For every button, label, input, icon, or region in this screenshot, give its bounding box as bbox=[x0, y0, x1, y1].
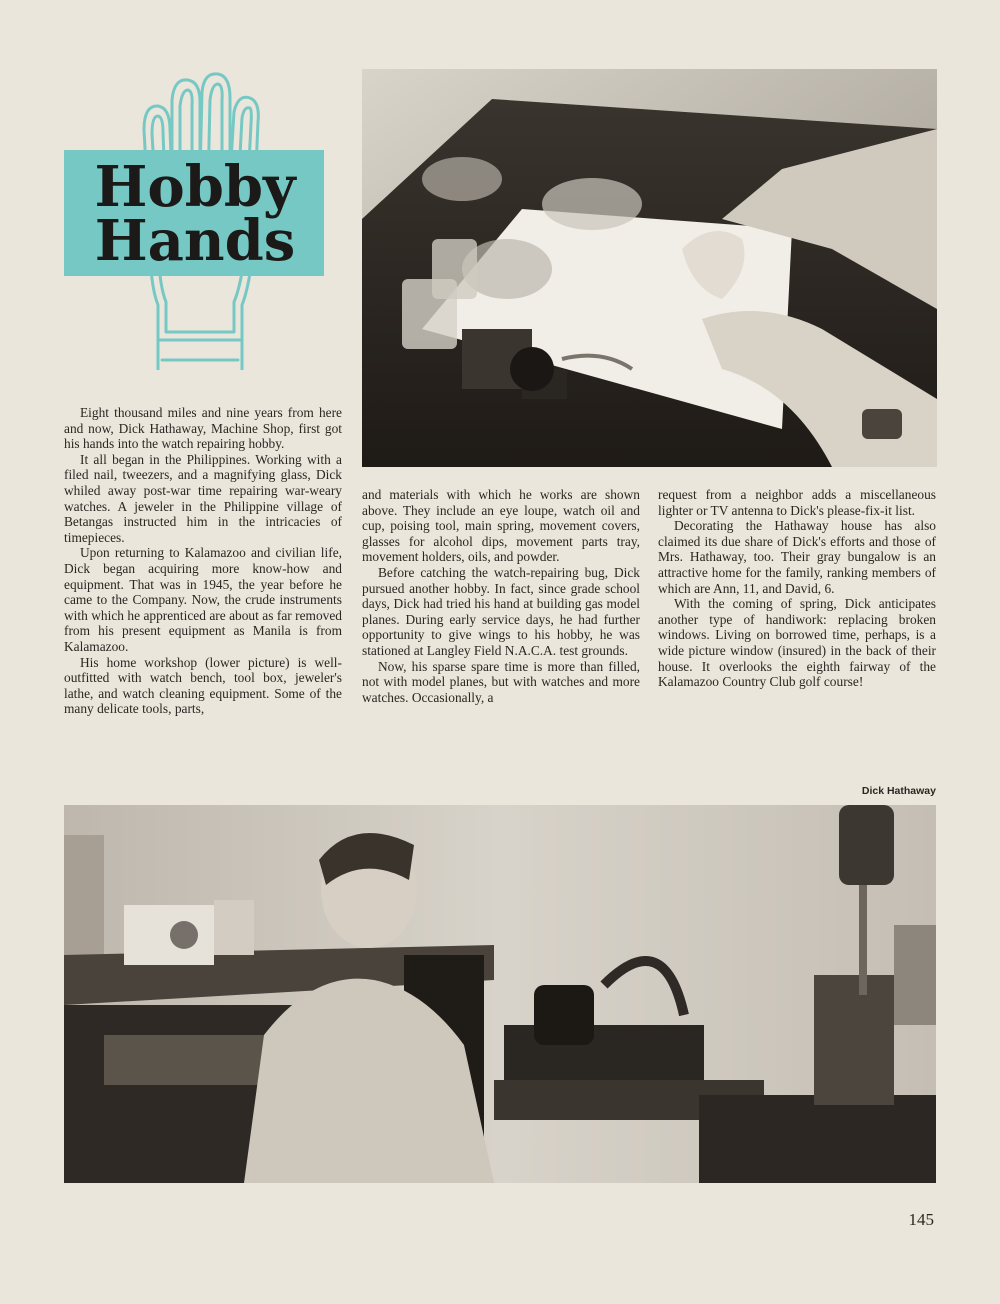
article-column-2 bbox=[362, 487, 640, 705]
home-workshop-photo bbox=[64, 805, 936, 1183]
title-line-1: Hobby bbox=[94, 154, 296, 220]
title-line-2: Hands bbox=[94, 208, 296, 274]
article-column-1 bbox=[64, 405, 342, 717]
watch-repair-bench-photo bbox=[362, 69, 937, 467]
photo-caption: Dick Hathaway bbox=[861, 785, 936, 797]
paragraph: and materials with which he works are shown above. They include an eye loupe, watch oil and cup, poising tool, main spring, movement covers, glasses for alcohol dips, movement parts tray, movement holders, oils, and powder. bbox=[362, 487, 640, 565]
article-title bbox=[70, 154, 320, 274]
paragraph: Eight thousand miles and nine years from here and now, Dick Hathaway, Machine Shop, first got his hands into the watch repairing hobby. bbox=[64, 405, 342, 452]
paragraph: Upon returning to Kalamazoo and civilian life, Dick began acquiring more know-how and equipment. That was in 1945, the year before he came to the Company. Now, the crude instruments with which he apprenticed are about as far removed from his present equipment as Manila is from Kalamazoo. bbox=[64, 545, 342, 654]
paragraph: Before catching the watch-repairing bug, Dick pursued another hobby. In fact, since grade school days, Dick had tried his hand at building gas model planes. During early service days, he had further opportunity to give wings to his hobby, he was stationed at Langley Field N.A.C.A. test grounds. bbox=[362, 564, 640, 658]
article-column-3 bbox=[658, 487, 936, 690]
paragraph: Now, his sparse spare time is more than filled, not with model planes, but with watches and more watches. Occasionally, a bbox=[362, 658, 640, 705]
page-number: 145 bbox=[908, 1210, 934, 1229]
paragraph: Decorating the Hathaway house has also claimed its due share of Dick's efforts and those of Mrs. Hathaway, too. Their gray bungalow is an attractive home for the family, ranking members of which are Ann, 11, and David, 6. bbox=[658, 518, 936, 596]
paragraph: It all began in the Philippines. Working with a filed nail, tweezers, and a magnifying glass, Dick whiled away post-war time repairing war-weary watches. A jeweler in the Philippine village of Betangas instructed him in the intricacies of timepieces. bbox=[64, 451, 342, 545]
paragraph: With the coming of spring, Dick anticipates another type of handiwork: replacing broken windows. Living on borrowed time, perhaps, is a wide picture window (insured) in the back of their house. It overlooks the eighth fairway of the Kalamazoo Country Club golf course! bbox=[658, 596, 936, 690]
paragraph: request from a neighbor adds a miscellaneous lighter or TV antenna to Dick's please-fix-it list. bbox=[658, 487, 936, 518]
paragraph: His home workshop (lower picture) is well-outfitted with watch bench, tool box, jeweler's lathe, and watch cleaning equipment. Some of the many delicate tools, parts, bbox=[64, 654, 342, 717]
